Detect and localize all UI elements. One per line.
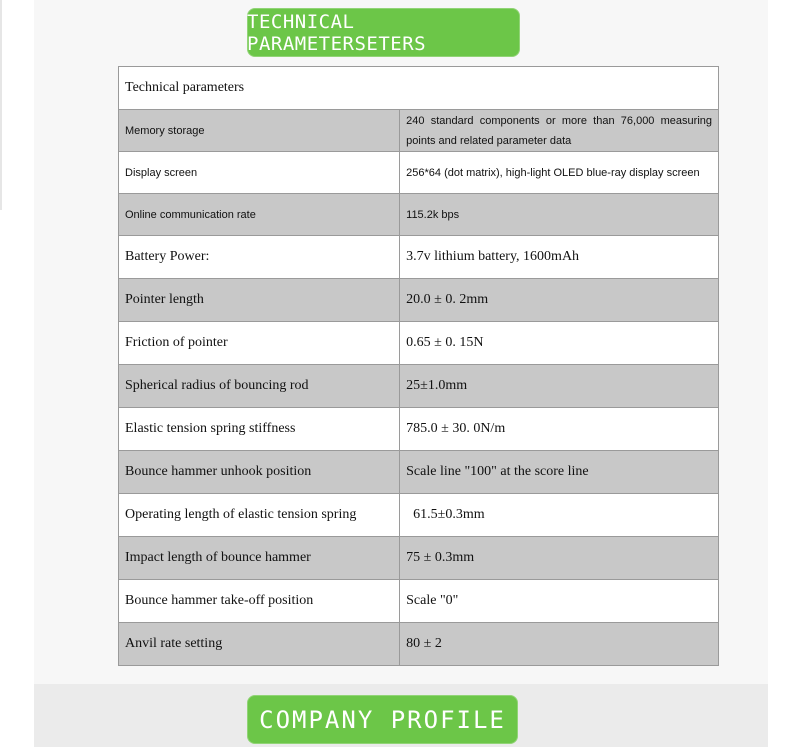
param-label: Friction of pointer — [119, 322, 400, 365]
table-row — [119, 365, 719, 408]
table-row — [119, 408, 719, 451]
param-label: Memory storage — [119, 110, 400, 152]
param-label: Anvil rate setting — [119, 623, 400, 666]
param-label: Bounce hammer take-off position — [119, 580, 400, 623]
param-value: 785.0 ± 30. 0N/m — [400, 408, 719, 451]
table-row — [119, 152, 719, 194]
left-divider — [0, 0, 2, 210]
table-title: Technical parameters — [119, 67, 719, 110]
param-value: 61.5±0.3mm — [400, 494, 719, 537]
param-label: Spherical radius of bouncing rod — [119, 365, 400, 408]
table-row — [119, 494, 719, 537]
param-value: 25±1.0mm — [400, 365, 719, 408]
param-value: 3.7v lithium battery, 1600mAh — [400, 236, 719, 279]
company-profile-banner-label: COMPANY PROFILE — [259, 705, 506, 734]
param-label: Bounce hammer unhook position — [119, 451, 400, 494]
param-value: Scale line "100" at the score line — [400, 451, 719, 494]
param-label: Elastic tension spring stiffness — [119, 408, 400, 451]
param-label: Battery Power: — [119, 236, 400, 279]
table-row — [119, 580, 719, 623]
param-label: Pointer length — [119, 279, 400, 322]
param-label: Impact length of bounce hammer — [119, 537, 400, 580]
technical-parameters-banner-label: TECHNICAL PARAMETERSETERS — [247, 10, 427, 55]
technical-parameters-table — [118, 66, 719, 666]
param-value: 20.0 ± 0. 2mm — [400, 279, 719, 322]
table-row — [119, 110, 719, 152]
param-value: 115.2k bps — [400, 194, 719, 236]
param-value: 0.65 ± 0. 15N — [400, 322, 719, 365]
param-value: Scale "0" — [400, 580, 719, 623]
param-label: Operating length of elastic tension spring — [119, 494, 400, 537]
table-row — [119, 451, 719, 494]
param-value: 75 ± 0.3mm — [400, 537, 719, 580]
table-row — [119, 194, 719, 236]
param-label: Online communication rate — [119, 194, 400, 236]
param-label: Display screen — [119, 152, 400, 194]
table-title-row — [119, 67, 719, 110]
table-row — [119, 623, 719, 666]
company-profile-banner — [247, 695, 518, 744]
table-row — [119, 236, 719, 279]
table-row — [119, 322, 719, 365]
param-value: 256*64 (dot matrix), high-light OLED blue-ray display screen — [400, 152, 719, 194]
table-row — [119, 279, 719, 322]
param-value: 80 ± 2 — [400, 623, 719, 666]
param-value: 240 standard components or more than 76,000 measuring points and related parameter data — [400, 110, 719, 152]
table-row — [119, 537, 719, 580]
technical-parameters-banner — [247, 8, 520, 57]
